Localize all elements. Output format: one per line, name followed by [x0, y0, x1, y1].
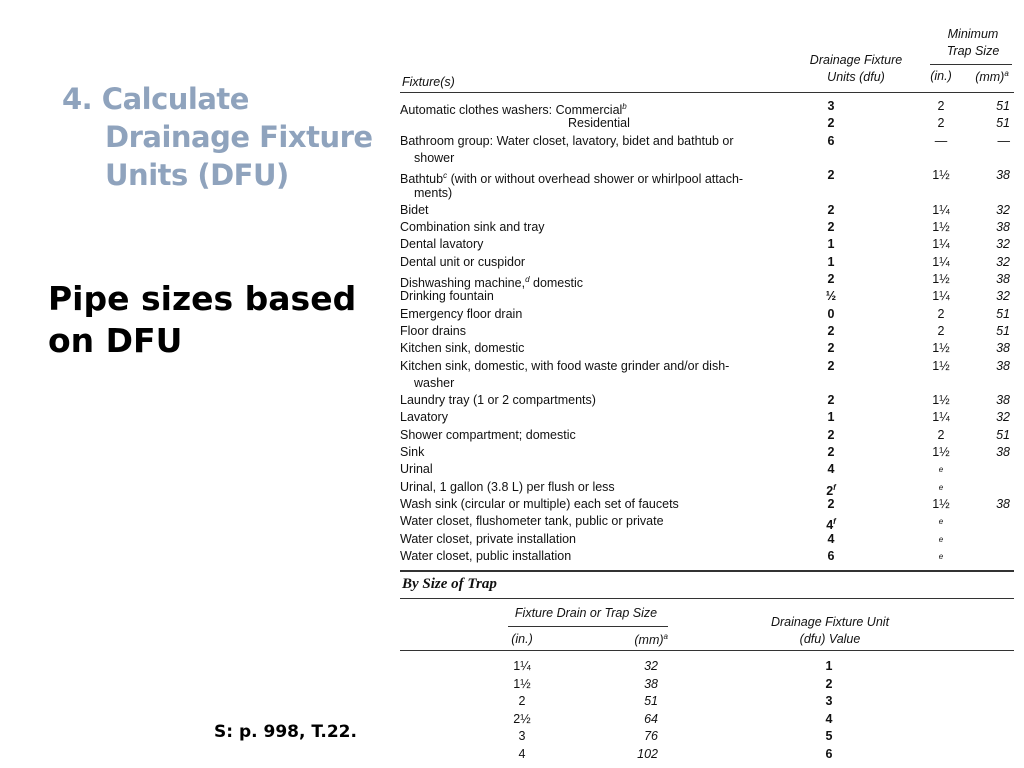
size-mm: 76 [644, 729, 658, 744]
size-in: 3 [518, 729, 526, 744]
trap-size-mm: 38 [996, 341, 1010, 356]
dfu-value [816, 548, 846, 565]
dfu-footnote: f [833, 482, 836, 492]
trap-size-in: 1½ [932, 445, 950, 459]
size-mm: 32 [644, 659, 658, 673]
dfu-value [816, 254, 846, 271]
dfu-value-text: 2 [827, 202, 835, 217]
fixture-name-text: Shower compartment; domestic [400, 427, 576, 442]
table-row [396, 531, 1016, 548]
dfu-value [816, 288, 846, 305]
dfu-value-text: 4 [826, 518, 834, 533]
fixture-name [400, 340, 780, 357]
size-row [396, 658, 1016, 675]
trap-footnote: e [938, 551, 944, 561]
dfu-value-text: 4 [827, 462, 835, 477]
trap-size-in: 1½ [932, 272, 950, 286]
dfu-value-text: 2 [827, 393, 835, 408]
dfu-value [816, 392, 846, 409]
trap-size-mm: 32 [996, 289, 1010, 304]
header-min-line-2: Trap Size [946, 44, 1000, 58]
size-mm: 38 [644, 676, 658, 691]
trap-footnote: e [938, 482, 944, 492]
table-row [396, 236, 1016, 253]
dfu-value [816, 167, 846, 184]
header-dfu [794, 52, 918, 86]
fixture-name-text: Water closet, public installation [400, 548, 572, 563]
size-mm: 102 [637, 747, 658, 761]
fixture-name [400, 288, 780, 305]
table-row [396, 392, 1016, 409]
fixture-name-text: Kitchen sink, domestic, with food waste grinder and/or dish- [400, 358, 730, 373]
header-minimum-trap-size [932, 26, 1014, 60]
table-row [396, 306, 1016, 323]
fixture-name-text: Laundry tray (1 or 2 compartments) [400, 393, 596, 408]
header-in: (in.) [930, 69, 952, 83]
fixture-name-text: Bathtub [400, 172, 444, 187]
dfu-value-text: 2 [827, 496, 835, 511]
fixture-name [400, 236, 780, 253]
fixture-name-text: Bidet [400, 202, 429, 217]
table-row [396, 150, 1016, 167]
fixture-name [400, 133, 780, 150]
fixture-name-text: Dishwashing machine, [400, 276, 526, 291]
fixture-name-text: Floor drains [400, 323, 466, 338]
size-row [396, 693, 1016, 710]
trap-size-in: 1½ [932, 341, 950, 356]
fixture-name [568, 115, 948, 132]
trap-size-in: 1½ [932, 393, 950, 408]
dfu-footnote: f [833, 517, 836, 527]
fixture-name [400, 548, 780, 565]
size-in: 1½ [513, 676, 531, 691]
by-size-header-divider [508, 626, 668, 627]
trap-size-mm: 51 [996, 116, 1010, 131]
fixture-name-text: Urinal [400, 462, 433, 477]
trap-size-in: — [934, 133, 948, 148]
trap-footnote: e [938, 517, 944, 527]
fixture-name-text: Combination sink and tray [400, 220, 545, 235]
trap-size-in [921, 548, 961, 569]
dfu-value-text: 2 [826, 483, 834, 498]
fixture-name [400, 531, 780, 548]
size-in: 2 [518, 694, 526, 709]
table-row [396, 513, 1016, 533]
dfu-value [816, 202, 846, 219]
fixture-name-text: Lavatory [400, 410, 448, 425]
trap-size-mm: 51 [996, 99, 1010, 113]
fixture-name-text: Kitchen sink, domestic [400, 341, 525, 356]
trap-size-in: 2 [937, 306, 945, 321]
table-row [396, 115, 1016, 132]
fixture-name-text: Drinking fountain [400, 289, 494, 304]
dfu-value-text: 2 [827, 358, 835, 373]
by-size-header-dfu [750, 614, 910, 648]
table-row [396, 409, 1016, 426]
trap-size-in: 2 [937, 116, 945, 131]
fixture-name-text: Urinal, 1 gallon (3.8 L) per flush or less [400, 479, 615, 494]
trap-size-mm: 38 [996, 393, 1010, 408]
table-row [396, 288, 1016, 305]
trap-size-mm: 38 [996, 220, 1010, 235]
trap-size-mm: 32 [996, 410, 1010, 425]
trap-size-mm: 38 [996, 496, 1010, 511]
header-dfu-line-1: Drainage Fixture [809, 53, 903, 67]
dfu-table-image [396, 22, 1016, 768]
trap-size-mm: 32 [996, 254, 1010, 269]
fixture-name [400, 219, 780, 236]
title-line-1: 4. Calculate [62, 82, 249, 116]
dfu-value-text: 0 [827, 306, 835, 321]
size-in: 2½ [513, 711, 531, 726]
fixture-name [400, 461, 780, 478]
size-dfu: 6 [825, 747, 833, 761]
dfu-value-text: 1 [827, 410, 835, 425]
dfu-value [816, 444, 846, 461]
trap-size-in: 2 [937, 427, 945, 442]
by-size-rule [400, 598, 1014, 599]
dfu-value-text: 2 [827, 116, 835, 131]
by-size-header-mm [618, 632, 668, 647]
body-line-1: Pipe sizes based [48, 279, 357, 318]
trap-size-mm: 38 [996, 445, 1010, 459]
trap-footnote: e [938, 534, 944, 544]
table-row [396, 167, 1016, 187]
size-mm: 51 [644, 694, 658, 709]
fixture-name-rest: domestic [529, 276, 584, 291]
dfu-value [816, 271, 846, 288]
size-dfu: 1 [825, 659, 833, 673]
table-row [396, 479, 1016, 496]
by-size-header-dfu-line-2: (dfu) Value [799, 632, 861, 646]
by-size-header-mm-text: (mm) [634, 633, 664, 648]
fixture-footnote: d [525, 275, 530, 284]
body-text [48, 278, 356, 362]
dfu-value [816, 323, 846, 340]
dfu-value-text: 2 [827, 168, 835, 183]
table-row [396, 202, 1016, 219]
trap-size-in: 1¼ [932, 410, 950, 425]
table-row [396, 340, 1016, 357]
size-dfu: 2 [825, 676, 833, 691]
fixture-name-text: Sink [400, 445, 425, 459]
trap-size-mm: 32 [996, 202, 1010, 217]
dfu-value-text: 1 [827, 237, 835, 252]
fixture-name-text: Wash sink (circular or multiple) each set of faucets [400, 496, 679, 511]
fixture-name [400, 306, 780, 323]
trap-size-in: 2 [937, 323, 945, 338]
trap-size-in: 2 [937, 99, 945, 113]
table-row [396, 548, 1016, 565]
slide-title [62, 80, 372, 194]
by-size-header-drain: Fixture Drain or Trap Size [514, 606, 658, 620]
by-size-header-rule [400, 650, 1014, 651]
fixture-name-text: Emergency floor drain [400, 306, 523, 321]
by-size-title: By Size of Trap [402, 576, 497, 592]
trap-size-in: 1¼ [932, 254, 950, 269]
trap-size-in: 1¼ [932, 289, 950, 304]
header-dfu-line-2: Units (dfu) [827, 70, 885, 84]
dfu-value [816, 496, 846, 513]
trap-size-mm: 51 [996, 427, 1010, 442]
fixture-name [400, 513, 780, 530]
size-row [396, 711, 1016, 728]
header-fixture: Fixture(s) [402, 75, 455, 89]
header-mm-sup: a [1004, 69, 1009, 78]
dfu-value [816, 306, 846, 323]
dfu-value-text: ½ [825, 289, 837, 304]
table-row [396, 98, 1016, 118]
dfu-value-text: 6 [827, 133, 835, 148]
trap-size-mm: 51 [996, 323, 1010, 338]
title-line-2: Drainage Fixture [105, 120, 373, 154]
header-mm [968, 69, 1016, 84]
header-mm-text: (mm) [975, 70, 1005, 85]
fixture-name-text: Automatic clothes washers: Commercial [400, 103, 623, 118]
header-rule [400, 92, 1014, 93]
fixture-name [400, 202, 780, 219]
fixture-name-rest: (with or without overhead shower or whirlpool attach- [447, 172, 744, 187]
size-mm: 64 [644, 711, 658, 726]
fixture-name [414, 150, 794, 167]
table-row [396, 444, 1016, 461]
table-row [396, 254, 1016, 271]
dfu-value [816, 531, 846, 548]
fixture-name [400, 358, 780, 375]
trap-size-mm: 38 [996, 358, 1010, 373]
fixture-name [400, 409, 780, 426]
fixture-name [400, 392, 780, 409]
table-row [396, 219, 1016, 236]
header-divider [930, 64, 1012, 65]
table-row [396, 133, 1016, 150]
dfu-value [816, 461, 846, 478]
trap-size-mm: — [997, 133, 1010, 148]
dfu-value [816, 427, 846, 444]
body-line-2: on DFU [48, 321, 183, 360]
dfu-value-text: 3 [827, 99, 835, 113]
fixture-name-text: shower [414, 150, 455, 165]
fixture-name-text: Dental unit or cuspidor [400, 254, 526, 269]
fixture-name [400, 496, 780, 513]
dfu-value [816, 115, 846, 132]
dfu-value-text: 4 [827, 531, 835, 546]
table-row [396, 461, 1016, 478]
size-dfu: 4 [825, 711, 833, 726]
trap-size-in: 1½ [932, 168, 950, 183]
trap-size-in: 1½ [932, 220, 950, 235]
size-dfu: 3 [825, 694, 833, 709]
fixture-name-text: Water closet, flushometer tank, public or private [400, 514, 664, 529]
table-row [396, 323, 1016, 340]
trap-size-mm: 51 [996, 306, 1010, 321]
table-row [396, 375, 1016, 392]
fixture-footnote: b [622, 102, 627, 111]
trap-size-mm: 38 [996, 168, 1010, 183]
header-min-line-1: Minimum [947, 27, 999, 41]
fixture-name-text: Dental lavatory [400, 237, 484, 252]
dfu-value [816, 340, 846, 357]
dfu-value [816, 219, 846, 236]
trap-size-in: 1¼ [932, 237, 950, 252]
by-size-header-dfu-line-1: Drainage Fixture Unit [770, 615, 890, 629]
dfu-value-text: 2 [827, 272, 835, 286]
trap-size-mm: 32 [996, 237, 1010, 252]
dfu-value [816, 409, 846, 426]
by-size-header-mm-sup: a [663, 632, 668, 641]
size-row [396, 728, 1016, 745]
dfu-value [816, 98, 846, 115]
trap-size-mm: 38 [996, 272, 1010, 286]
dfu-value-text: 2 [827, 445, 835, 459]
fixture-name [400, 479, 780, 496]
fixture-name [400, 444, 780, 461]
dfu-value [816, 133, 846, 150]
table-row [396, 427, 1016, 444]
fixture-name [400, 323, 780, 340]
title-line-3: Units (DFU) [105, 158, 289, 192]
size-row [396, 746, 1016, 763]
fixture-name-text: Water closet, private installation [400, 531, 577, 546]
by-size-header-in: (in.) [511, 632, 533, 646]
fixture-name [400, 254, 780, 271]
fixture-name [400, 427, 780, 444]
trap-size-in: 1½ [932, 358, 950, 373]
fixture-footnote: c [443, 171, 448, 181]
size-dfu: 5 [825, 729, 833, 744]
fixture-name-text: ments) [414, 185, 453, 200]
fixture-name [414, 375, 794, 392]
fixture-name-text: Bathroom group: Water closet, lavatory, bidet and bathtub or [400, 133, 734, 148]
fixture-name [414, 185, 794, 202]
table-row [396, 271, 1016, 291]
dfu-value-text: 2 [827, 220, 835, 235]
dfu-value-text: 2 [827, 341, 835, 356]
dfu-value [816, 236, 846, 253]
section-rule [400, 570, 1014, 572]
size-row [396, 676, 1016, 693]
table-row [396, 496, 1016, 513]
size-in: 1¼ [513, 659, 531, 673]
trap-size-in: 1½ [932, 496, 950, 511]
fixture-name-text: washer [414, 375, 455, 390]
trap-footnote: e [938, 465, 944, 475]
dfu-value-text: 2 [827, 427, 835, 442]
dfu-value-text: 2 [827, 323, 835, 338]
trap-size-in: 1¼ [932, 202, 950, 217]
size-in: 4 [518, 747, 526, 761]
fixture-name-text: Residential [568, 116, 630, 131]
table-row [396, 358, 1016, 375]
table-row [396, 185, 1016, 202]
dfu-value-text: 1 [827, 254, 835, 269]
source-citation: S: p. 998, T.22. [214, 722, 357, 742]
dfu-value [816, 358, 846, 375]
dfu-value-text: 6 [827, 548, 835, 563]
